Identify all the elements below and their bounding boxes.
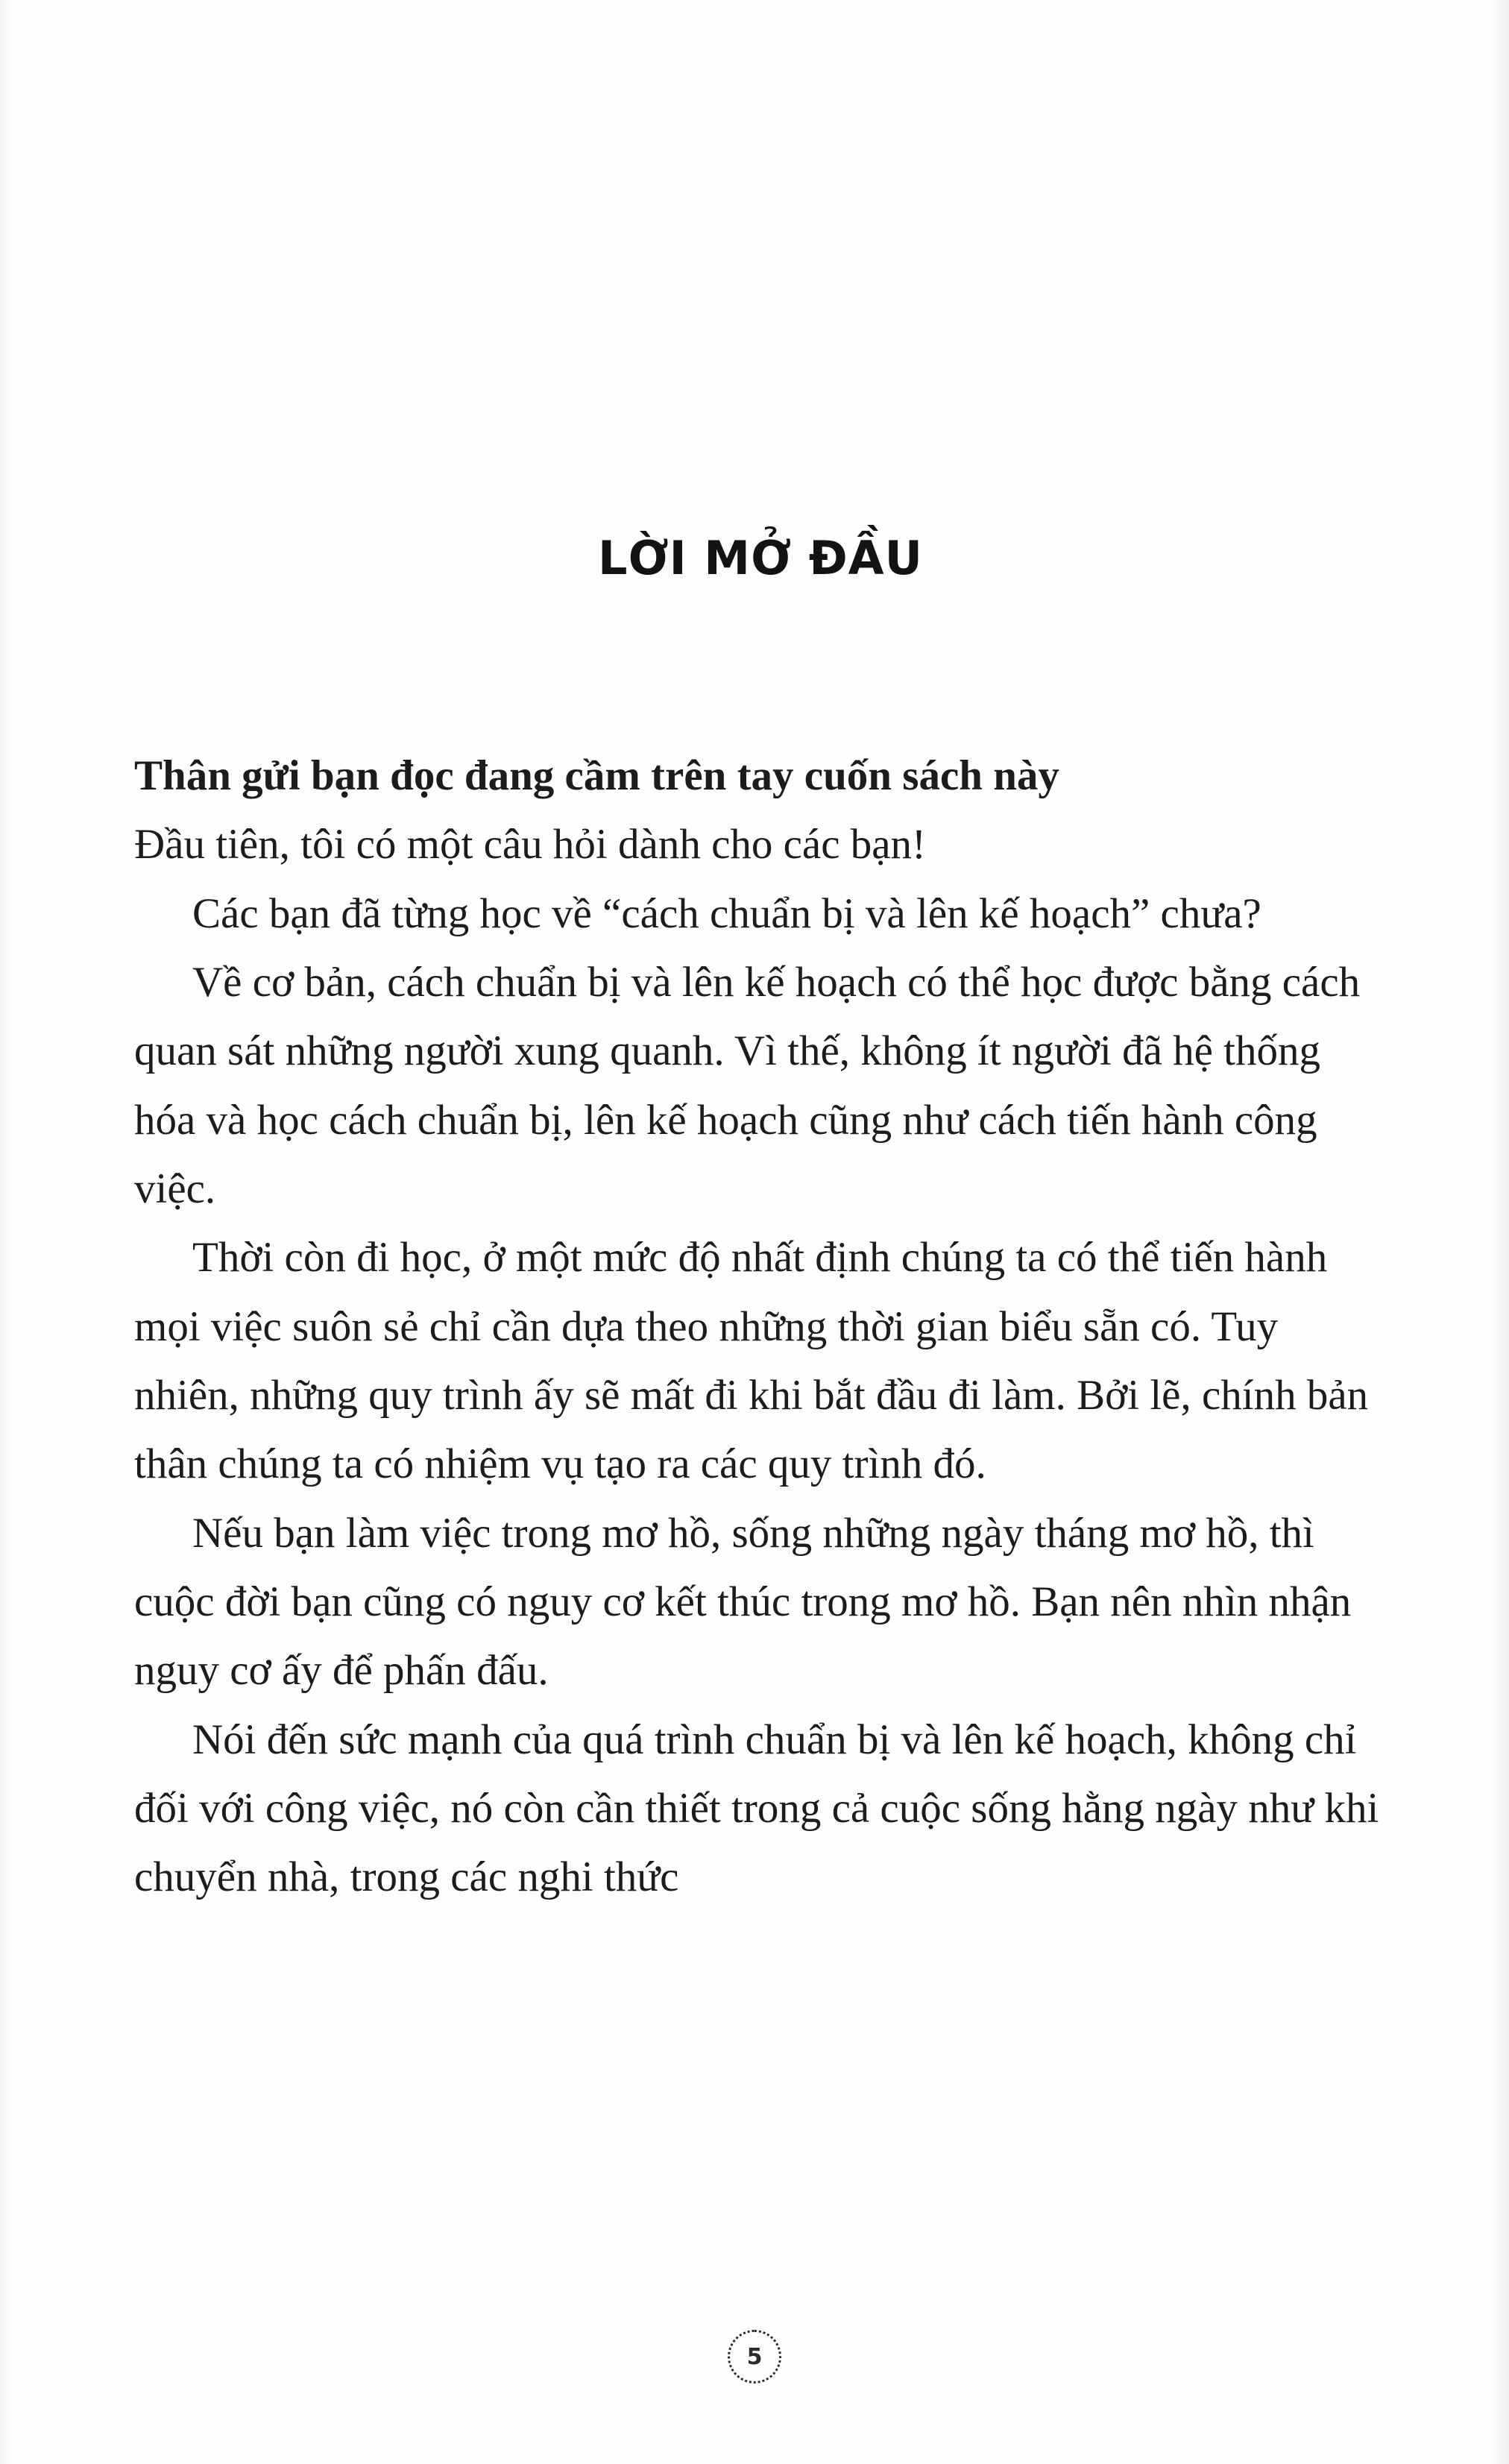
- paragraph-2: Các bạn đã từng học về “cách chuẩn bị và lên kế hoạch” chưa?: [192, 889, 1261, 937]
- body-text-block: [134, 742, 1387, 1912]
- page-title: LỜI MỞ ĐẦU: [597, 531, 924, 585]
- paragraph-4: Thời còn đi học, ở một mức độ nhất định chúng ta có thể tiến hành mọi việc suôn sẻ chỉ cần dựa theo những thời gian biểu sẵn có. Tuy nhiên, những quy trình ấy sẽ mất đi khi bắt đầu đi làm. Bởi lẽ, chính bản thân chúng ta có nhiệm vụ tạo ra các quy trình đó.: [134, 1234, 1369, 1488]
- page-footer: [0, 2330, 1509, 2383]
- paragraph-6: Nói đến sức mạnh của quá trình chuẩn bị và lên kế hoạch, không chỉ đối với công việc, nó còn cần thiết trong cả cuộc sống hằng ngày như khi chuyển nhà, trong các nghi thức: [134, 1715, 1379, 1901]
- paragraph-1: Đầu tiên, tôi có một câu hỏi dành cho các bạn!: [134, 821, 927, 869]
- paragraph-5: Nếu bạn làm việc trong mơ hồ, sống những ngày tháng mơ hồ, thì cuộc đời bạn cũng có nguy cơ kết thúc trong mơ hồ. Bạn nên nhìn nhận nguy cơ ấy để phấn đấu.: [134, 1509, 1352, 1695]
- page-content: [134, 0, 1387, 2464]
- paragraph-3: Về cơ bản, cách chuẩn bị và lên kế hoạch có thể học được bằng cách quan sát những người xung quanh. Vì thế, không ít người đã hệ thống hóa và học cách chuẩn bị, lên kế hoạch cũng như cách tiến hành công việc.: [134, 958, 1361, 1212]
- lead-line: Thân gửi bạn đọc đang cầm trên tay cuốn sách này: [134, 752, 1059, 799]
- page-number: 5: [728, 2330, 781, 2383]
